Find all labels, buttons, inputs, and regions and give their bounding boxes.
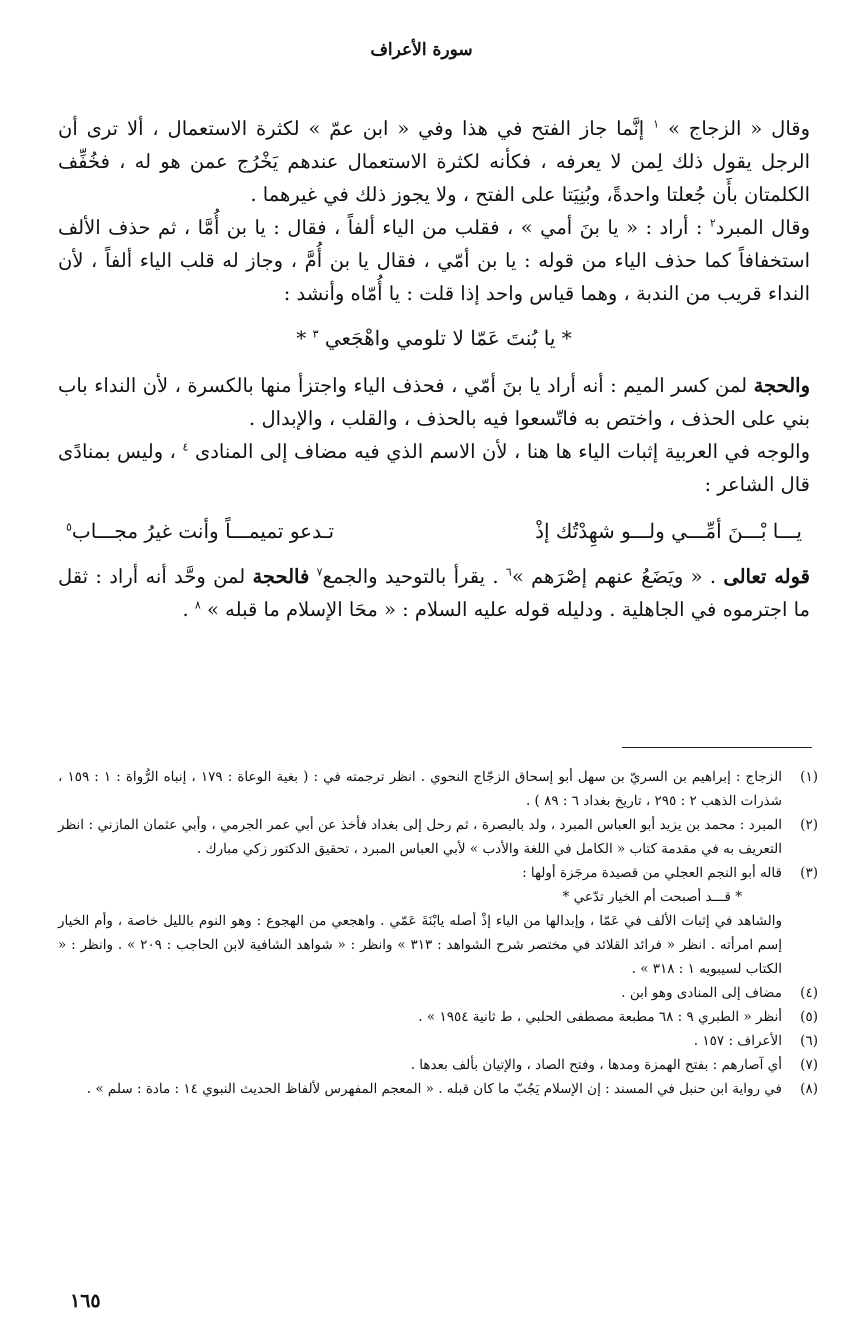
footnote-text: في رواية ابن حنبل في المسند : إن الإسلام يَجُبّ ما كان قبله . « المعجم المفهرس لألفاظ الحديث النبوي ١٤ : مادة : سلم » . xyxy=(86,1081,782,1097)
footnote-ref: ٥ xyxy=(66,520,72,534)
paragraph-wajh xyxy=(58,435,810,501)
verse-hemistich-second xyxy=(66,515,334,548)
footnotes xyxy=(58,765,818,1101)
paragraph-text: . « ويَضَعُ عنهم إصْرَهم » xyxy=(511,565,717,588)
running-head: سورة الأعراف xyxy=(370,40,473,60)
footnote-ref: ٦ xyxy=(505,565,512,579)
verse-end-mark: * xyxy=(296,326,307,350)
footnote-text: الزجاج : إبراهيم بن السريّ بن سهل أبو إسحاق الزجّاج النحوي . انظر ترجمته في : ( بغية الوعاة : ١٧٩ ، إنباه الرُّواة : ١ : ١٥٩ ، شذرات الذهب ٢ : ٢٩٥ ، تاريخ بغداد ٦ : ٨٩ ) . xyxy=(58,769,782,809)
footnote-number: (٦) xyxy=(800,1033,818,1049)
footnote xyxy=(58,1029,818,1053)
verse-text: تـدعو تميمـــاً وأنت غيرُ مجـــاب xyxy=(71,519,335,543)
paragraph-text: إنَّما جاز الفتح في هذا وفي « ابن عمّ » لكثرة الاستعمال ، ألا ترى أن الرجل يقول ذلك لِمن لا يعرفه ، فكأنه لكثرة الاستعمال عندهم يَخْرُج عمن هو له ، فخُفِّف الكلمتان بأَن جُعلتا واحدةً، وبُنِيَتا على الفتح ، ولا يجوز ذلك في غيرهما . xyxy=(58,117,810,206)
main-text xyxy=(58,112,810,626)
paragraph-qawluhu xyxy=(58,560,810,626)
footnote-number: (٤) xyxy=(800,985,818,1001)
footnote-ref: ٧ xyxy=(316,565,323,579)
paragraph-text: ، وليس بمنادًى قال الشاعر : xyxy=(58,440,810,496)
paragraph-hujja xyxy=(58,369,810,435)
footnote xyxy=(58,981,818,1005)
footnote-text: أنظر « الطبري ٩ : ٦٨ مطبعة مصطفى الحلبي ، ط ثانية ١٩٥٤ » . xyxy=(418,1009,782,1025)
paragraph-text: . يقرأ بالتوحيد والجمع xyxy=(322,565,499,588)
footnote xyxy=(58,765,818,813)
footnote xyxy=(58,861,818,981)
footnote-body xyxy=(58,861,782,981)
footnote xyxy=(58,1005,818,1029)
verse-couplet xyxy=(66,515,802,548)
footnote xyxy=(58,1077,818,1101)
footnote-ref: ٣ xyxy=(312,327,319,341)
footnote xyxy=(58,813,818,861)
footnote-text: الأعراف : ١٥٧ . xyxy=(693,1033,782,1049)
keyword-falhujja: فالحجة xyxy=(252,565,310,588)
footnote-text: أي آصارهم : بفتح الهمزة ومدها ، وفتح الصاد ، والإتيان بألف بعدها . xyxy=(410,1057,782,1073)
footnote-number: (٣) xyxy=(800,865,818,881)
footnote-number: (٥) xyxy=(800,1009,818,1025)
footnote-text: قاله أبو النجم العجلي من قصيدة مرجَزة أولها : xyxy=(522,865,782,881)
footnote-number: (١) xyxy=(800,769,818,785)
verse-line xyxy=(58,322,810,355)
paragraph-text: وقال « الزجاج » xyxy=(667,117,810,140)
paragraph-text: : أراد : « يا بنَ أمي » ، فقلب من الياء ألفاً ، فقال : يا بن أُمَّا ، ثم حذف الألف استخفافاً كما حذف الياء من قوله : يا بن أمّي ، فقال يا بن أُمَّ ، وجاز له قلب الياء ألفاً ، لأن النداء قريب من الندبة ، وهما قياس واحد إذا قلت : يا أُمّاه وأنشد : xyxy=(58,216,810,305)
footnote-text: مضاف إلى المنادى وهو ابن . xyxy=(621,985,782,1001)
paragraph-zajjaj xyxy=(58,112,810,211)
page-number: ١٦٥ xyxy=(70,1290,101,1312)
footnote-ref: ٤ xyxy=(182,440,189,454)
verse-text: * يا بُنتَ عَمّا لا تلومي واهْجَعي xyxy=(324,326,572,350)
footnote-verse: * قـــد أصبحت أم الخيار تدّعي * xyxy=(562,889,742,905)
footnote-number: (٢) xyxy=(800,817,818,833)
footnote-ref: ٢ xyxy=(709,216,716,230)
footnote xyxy=(58,1053,818,1077)
paragraph-text: والوجه في العربية إثبات الياء ها هنا ، لأن الاسم الذي فيه مضاف إلى المنادى xyxy=(194,440,810,463)
keyword-qawluhu: قوله تعالى xyxy=(723,565,811,588)
footnote-divider xyxy=(622,747,812,748)
paragraph-mubarrad xyxy=(58,211,810,310)
keyword-hujja: والحجة xyxy=(753,374,810,397)
paragraph-text: لمن وحَّد أنه أراد : ثقل ما اجترموه في الجاهلية . ودليله قوله عليه السلام : « محَا الإسلام ما قبله » xyxy=(58,565,810,621)
paragraph-end: . xyxy=(182,598,189,621)
footnote-number: (٧) xyxy=(800,1057,818,1073)
footnote-number: (٨) xyxy=(800,1081,818,1097)
footnote-text: المبرد : محمد بن يزيد أبو العباس المبرد ، ولد بالبصرة ، ثم رحل إلى بغداد فأخذ عن أبي عمر الجرمي ، وأبي عثمان المازني : انظر التعريف به في مقدمة كتاب « الكامل في اللغة والأدب » لأبي العباس المبرد ، تحقيق الدكتور زكي مبارك . xyxy=(58,817,782,857)
footnote-text: والشاهد في إثبات الألف في عَمّا ، وإبدالها من الياء إذْ أصله يابْنَةَ عَمّي . واهجعي من الهجوع : وهو النوم بالليل خاصة ، وأم الخيار إسم امرأته . انظر « فرائد القلائد في مختصر شرح الشواهد : ٣١٣ » وانظر : « شواهد الشافية لابن الحاجب : ٢٠٩ » . وانظر : « الكتاب لسيبويه ١ : ٣١٨ » . xyxy=(58,913,782,977)
verse-hemistich-first: يـــا بْـــنَ أمِّـــي ولـــو شهِدْتُك إذْ xyxy=(535,519,802,543)
footnote-ref: ١ xyxy=(653,117,660,131)
footnote-ref: ٨ xyxy=(194,598,201,612)
paragraph-text: لمن كسر الميم : أنه أراد يا بنَ أمّي ، فحذف الياء واجتزأ منها بالكسرة ، لأن النداء باب بني على الحذف ، واختص به فاتّسعوا فيه بالحذف ، والقلب ، والإبدال . xyxy=(58,374,810,430)
paragraph-text: وقال المبرد xyxy=(715,216,810,239)
